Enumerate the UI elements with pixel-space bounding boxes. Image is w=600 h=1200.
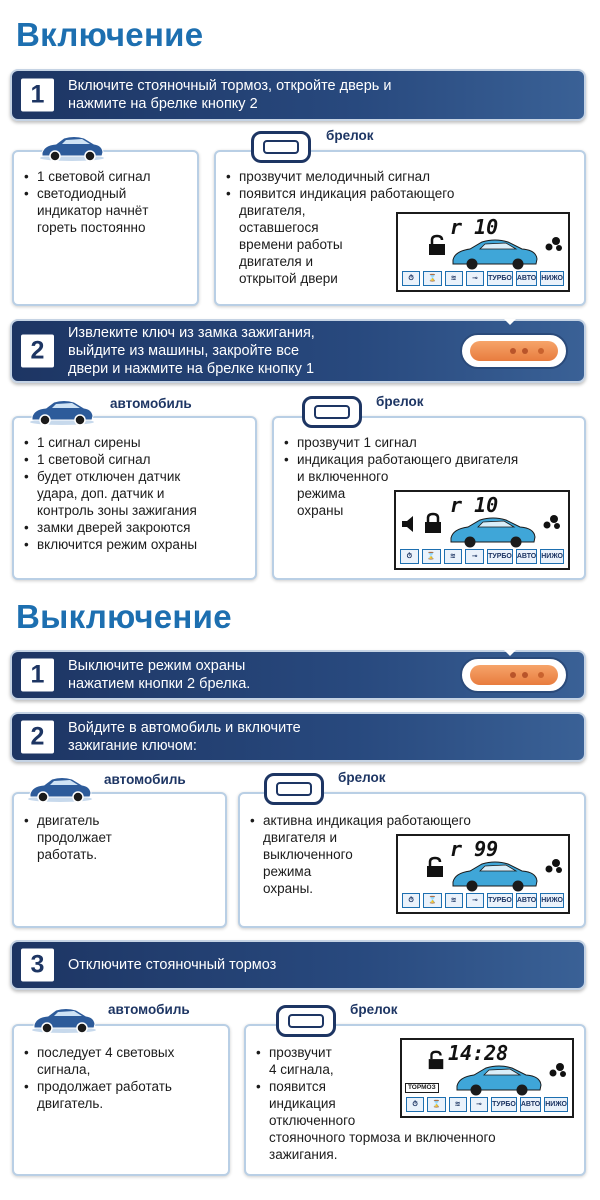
fob-lcd-display	[400, 1038, 574, 1118]
temperature-icon: ≋	[445, 893, 463, 908]
car-label: автомобиль	[100, 772, 190, 787]
exhaust-icon	[544, 232, 564, 254]
turbo-icon: ТУРБО	[487, 549, 513, 564]
clock-icon: ⏱	[406, 1097, 424, 1112]
car-icon	[450, 236, 540, 270]
fob-lcd-display	[396, 834, 570, 914]
fob-label: брелок	[334, 770, 390, 785]
clock-icon: ⏱	[402, 271, 420, 286]
on-step-1-car-card	[12, 150, 199, 306]
nizho-icon: НИЖО	[540, 271, 564, 286]
key-icon: ⊸	[470, 1097, 488, 1112]
exhaust-icon	[544, 854, 564, 876]
auto-icon: АВТО	[516, 893, 537, 908]
fob-label: брелок	[322, 128, 378, 143]
on-step-2-bar	[10, 319, 586, 383]
step-instruction: Выключите режим охраны нажатием кнопки 2 брелка.	[68, 658, 251, 692]
section-title-off: Выключение	[16, 598, 232, 635]
parking-brake-indicator: ТОРМОЗ	[405, 1083, 439, 1093]
hourglass-icon: ⌛	[423, 893, 441, 908]
car-icon	[454, 1062, 544, 1096]
lcd-status-icons	[406, 1097, 568, 1112]
hourglass-icon: ⌛	[423, 271, 441, 286]
list-item: • 1 сигнал сирены	[24, 434, 249, 451]
step-number: 1	[21, 659, 54, 692]
lcd-status-icons	[402, 893, 564, 908]
list-item: • будет отключен датчик удара, доп. датчик и контроль зоны зажигания	[24, 468, 249, 519]
auto-icon: АВТО	[516, 549, 537, 564]
off-step-1-bar	[10, 650, 586, 700]
key-icon: ⊸	[465, 549, 484, 564]
list-item: • индикация работающего двигателя и включенного режима охраны	[284, 451, 578, 519]
list-item: • прозвучит 4 сигнала,	[256, 1044, 578, 1078]
off-step-3-bar	[10, 940, 586, 990]
car-icon	[28, 396, 96, 426]
list-item: • появится индикация отключенного стояночного тормоза и включенного зажигания.	[256, 1078, 578, 1163]
on-step-1-bar	[10, 69, 586, 121]
list-item: • прозвучит 1 сигнал	[284, 434, 578, 451]
list-item: • появится индикация работающего двигателя, оставшегося времени работы двигателя и открытой двери	[226, 185, 578, 287]
step-number: 3	[21, 949, 54, 982]
nizho-icon: НИЖО	[544, 1097, 568, 1112]
section-title-on: Включение	[16, 16, 204, 53]
car-icon	[26, 773, 94, 803]
car-icon	[38, 132, 106, 162]
triangle-marker-icon	[504, 319, 516, 325]
fob-lcd-display	[396, 212, 570, 292]
step-instruction: Войдите в автомобиль и включите зажигание ключом:	[68, 720, 301, 754]
step-number: 2	[21, 335, 54, 368]
car-icon	[450, 858, 540, 892]
key-icon: ⊸	[466, 271, 484, 286]
lcd-status-icons	[402, 271, 564, 286]
off-step-2-car-card	[12, 792, 227, 928]
key-fob-icon	[264, 773, 324, 805]
turbo-icon: ТУРБО	[487, 893, 513, 908]
off-step-3-car-card	[12, 1024, 230, 1176]
fob-label: брелок	[372, 394, 428, 409]
temperature-icon: ≋	[445, 271, 463, 286]
list-item: • двигатель продолжает работать.	[24, 812, 219, 863]
lock-icon	[422, 512, 444, 534]
unlocked-icon	[426, 1050, 446, 1070]
nizho-icon: НИЖО	[540, 549, 564, 564]
list-item: • светодиодный индикатор начнёт гореть постоянно	[24, 185, 191, 236]
temperature-icon: ≋	[449, 1097, 467, 1112]
car-label: автомобиль	[106, 396, 196, 411]
auto-icon: АВТО	[516, 271, 537, 286]
remote-button-icon	[460, 333, 568, 369]
off-step-2-bar	[10, 712, 586, 762]
step-instruction: Извлеките ключ из замка зажигания, выйдите из машины, закройте все двери и нажмите на брелке кнопку 1	[68, 325, 315, 377]
nizho-icon: НИЖО	[540, 893, 564, 908]
list-item: • продолжает работать двигатель.	[24, 1078, 222, 1112]
lcd-readout: 14:28	[448, 1041, 509, 1065]
siren-icon	[400, 514, 418, 534]
list-item: • последует 4 световых сигнала,	[24, 1044, 222, 1078]
clock-icon: ⏱	[402, 893, 420, 908]
step-instruction: Включите стояночный тормоз, откройте дверь и нажмите на брелке кнопку 2	[68, 78, 392, 112]
lcd-readout: r 99	[450, 837, 499, 861]
hourglass-icon: ⌛	[427, 1097, 445, 1112]
key-fob-icon	[276, 1005, 336, 1037]
unlocked-icon	[424, 856, 446, 878]
key-icon: ⊸	[466, 893, 484, 908]
fob-label: брелок	[346, 1002, 402, 1017]
auto-icon: АВТО	[520, 1097, 541, 1112]
turbo-icon: ТУРБО	[487, 271, 513, 286]
remote-button-icon	[460, 657, 568, 693]
hourglass-icon: ⌛	[422, 549, 441, 564]
list-item: • 1 световой сигнал	[24, 168, 191, 185]
turbo-icon: ТУРБО	[491, 1097, 517, 1112]
list-item: • прозвучит мелодичный сигнал	[226, 168, 578, 185]
lock-icon	[426, 234, 448, 256]
car-label: автомобиль	[104, 1002, 194, 1017]
lcd-readout: r 10	[450, 215, 499, 239]
temperature-icon: ≋	[444, 549, 463, 564]
exhaust-icon	[542, 510, 562, 532]
key-fob-icon	[251, 131, 311, 163]
triangle-marker-icon	[504, 650, 516, 656]
exhaust-icon	[548, 1058, 568, 1080]
list-item: • замки дверей закроются	[24, 519, 249, 536]
fob-lcd-display	[394, 490, 570, 570]
list-item: • активна индикация работающего двигателя и выключенного режима охраны.	[250, 812, 578, 897]
lcd-readout: r 10	[450, 493, 499, 517]
on-step-2-car-card	[12, 416, 257, 580]
list-item: • включится режим охраны	[24, 536, 249, 553]
step-number: 2	[21, 721, 54, 754]
step-instruction: Отключите стояночный тормоз	[68, 957, 277, 973]
clock-icon: ⏱	[400, 549, 419, 564]
step-number: 1	[21, 79, 54, 112]
key-fob-icon	[302, 396, 362, 428]
car-icon	[30, 1004, 98, 1034]
list-item: • 1 световой сигнал	[24, 451, 249, 468]
lcd-status-icons	[400, 549, 564, 564]
car-icon	[448, 514, 538, 548]
